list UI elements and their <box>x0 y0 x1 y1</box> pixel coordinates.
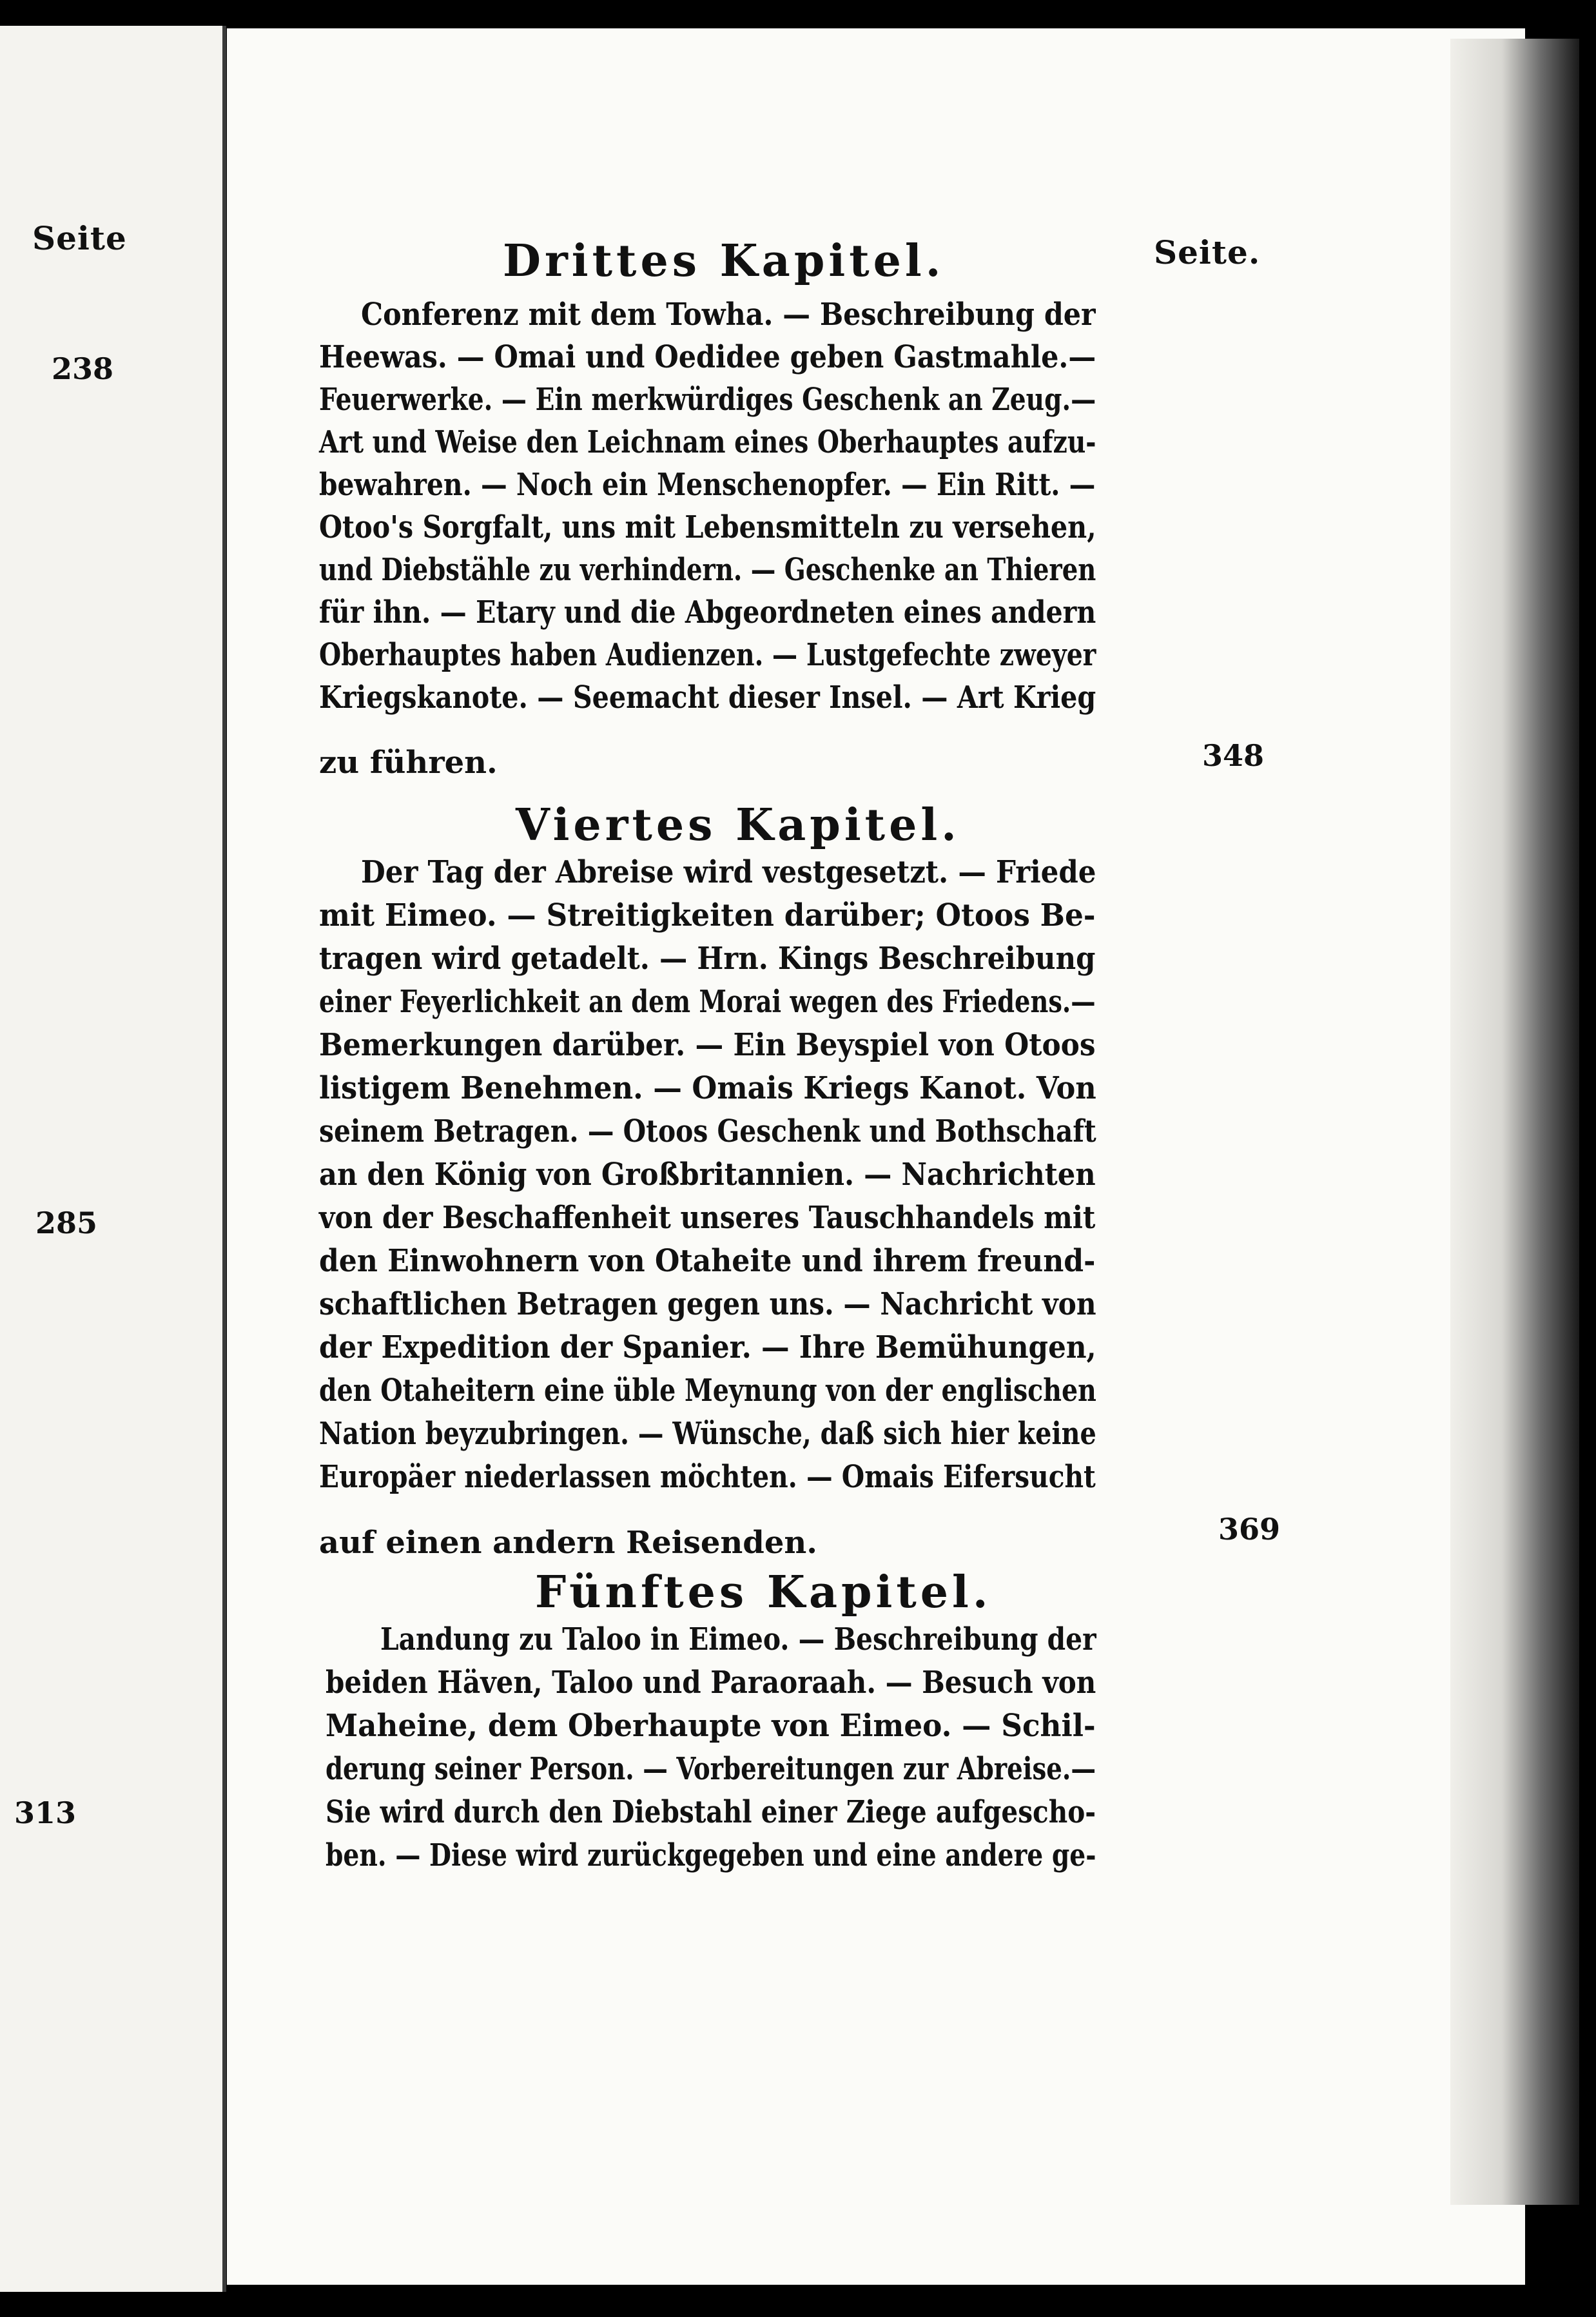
text-line: Europäer niederlassen möchten. — Omais Eifersucht <box>319 1459 1096 1495</box>
text-line: Art und Weise den Leichnam eines Oberhauptes aufzu- <box>319 424 1096 460</box>
text-line: mit Eimeo. — Streitigkeiten darüber; Otoos Be- <box>319 897 1096 934</box>
text-line: Oberhauptes haben Audienzen. — Lustgefechte zweyer <box>319 637 1096 673</box>
text-line: Landung zu Taloo in Eimeo. — Beschreibung der <box>380 1621 1096 1657</box>
text-line: Maheine, dem Oberhaupte von Eimeo. — Schil- <box>326 1708 1096 1744</box>
text-line: den Einwohnern von Otaheite und ihrem freund- <box>319 1243 1096 1279</box>
text-line: Otoo's Sorgfalt, uns mit Lebensmitteln zu versehen, <box>319 509 1096 545</box>
text-line: Nation beyzubringen. — Wünsche, daß sich hier keine <box>319 1416 1096 1452</box>
text-line: Bemerkungen darüber. — Ein Beyspiel von Otoos <box>319 1027 1096 1063</box>
chapter-title: Viertes Kapitel. <box>516 799 960 851</box>
text-line: ben. — Diese wird zurückgegeben und eine andere ge- <box>326 1837 1096 1873</box>
text-line: Der Tag der Abreise wird vestgesetzt. — Friede <box>361 854 1096 890</box>
text-line: schaftlichen Betragen gegen uns. — Nachricht von <box>319 1286 1096 1322</box>
text-line: Sie wird durch den Diebstahl einer Ziege aufgescho- <box>326 1794 1096 1830</box>
text-line: von der Beschaffenheit unseres Tauschhandels mit <box>319 1200 1096 1236</box>
page-number-369: 369 <box>1218 1512 1281 1547</box>
text-line: einer Feyerlichkeit an dem Morai wegen des Friedens.— <box>319 984 1096 1020</box>
text-line: Feuerwerke. — Ein merkwürdiges Geschenk an Zeug.— <box>319 382 1096 418</box>
scan-border <box>0 2292 1596 2317</box>
page-number-238: 238 <box>52 351 114 386</box>
chapter-title: Fünftes Kapitel. <box>535 1567 992 1618</box>
text-line: an den König von Großbritannien. — Nachrichten <box>319 1157 1096 1193</box>
margin-label-left: Seite <box>32 219 127 257</box>
text-line: für ihn. — Etary und die Abgeordneten eines andern <box>319 594 1096 631</box>
text-line: und Diebstähle zu verhindern. — Geschenke an Thieren <box>319 552 1096 588</box>
chapter-title: Drittes Kapitel. <box>503 235 945 287</box>
page-edge <box>1450 39 1579 2205</box>
page-number-285: 285 <box>35 1206 98 1240</box>
text-line: Kriegskanote. — Seemacht dieser Insel. — Art Krieg <box>319 679 1096 716</box>
text-line: Heewas. — Omai und Oedidee geben Gastmahle.— <box>319 339 1096 375</box>
page-number-348: 348 <box>1202 738 1265 773</box>
text-line: Conferenz mit dem Towha. — Beschreibung der <box>361 297 1096 333</box>
text-line: der Expedition der Spanier. — Ihre Bemühungen, <box>319 1329 1096 1365</box>
text-line: bewahren. — Noch ein Menschenopfer. — Ein Ritt. — <box>319 467 1096 503</box>
text-line: derung seiner Person. — Vorbereitungen zur Abreise.— <box>326 1751 1096 1787</box>
text-line: tragen wird getadelt. — Hrn. Kings Beschreibung <box>319 941 1096 977</box>
text-line: zu führen. <box>319 745 498 781</box>
text-line: beiden Häven, Taloo und Paraoraah. — Besuch von <box>326 1665 1096 1701</box>
margin-label-right: Seite. <box>1154 233 1261 271</box>
page-number-313: 313 <box>14 1795 77 1830</box>
text-line: listigem Benehmen. — Omais Kriegs Kanot. Von <box>319 1070 1096 1106</box>
text-line: auf einen andern Reisenden. <box>319 1525 818 1561</box>
text-line: seinem Betragen. — Otoos Geschenk und Bothschaft <box>319 1113 1096 1149</box>
text-line: den Otaheitern eine üble Meynung von der englischen <box>319 1373 1096 1409</box>
